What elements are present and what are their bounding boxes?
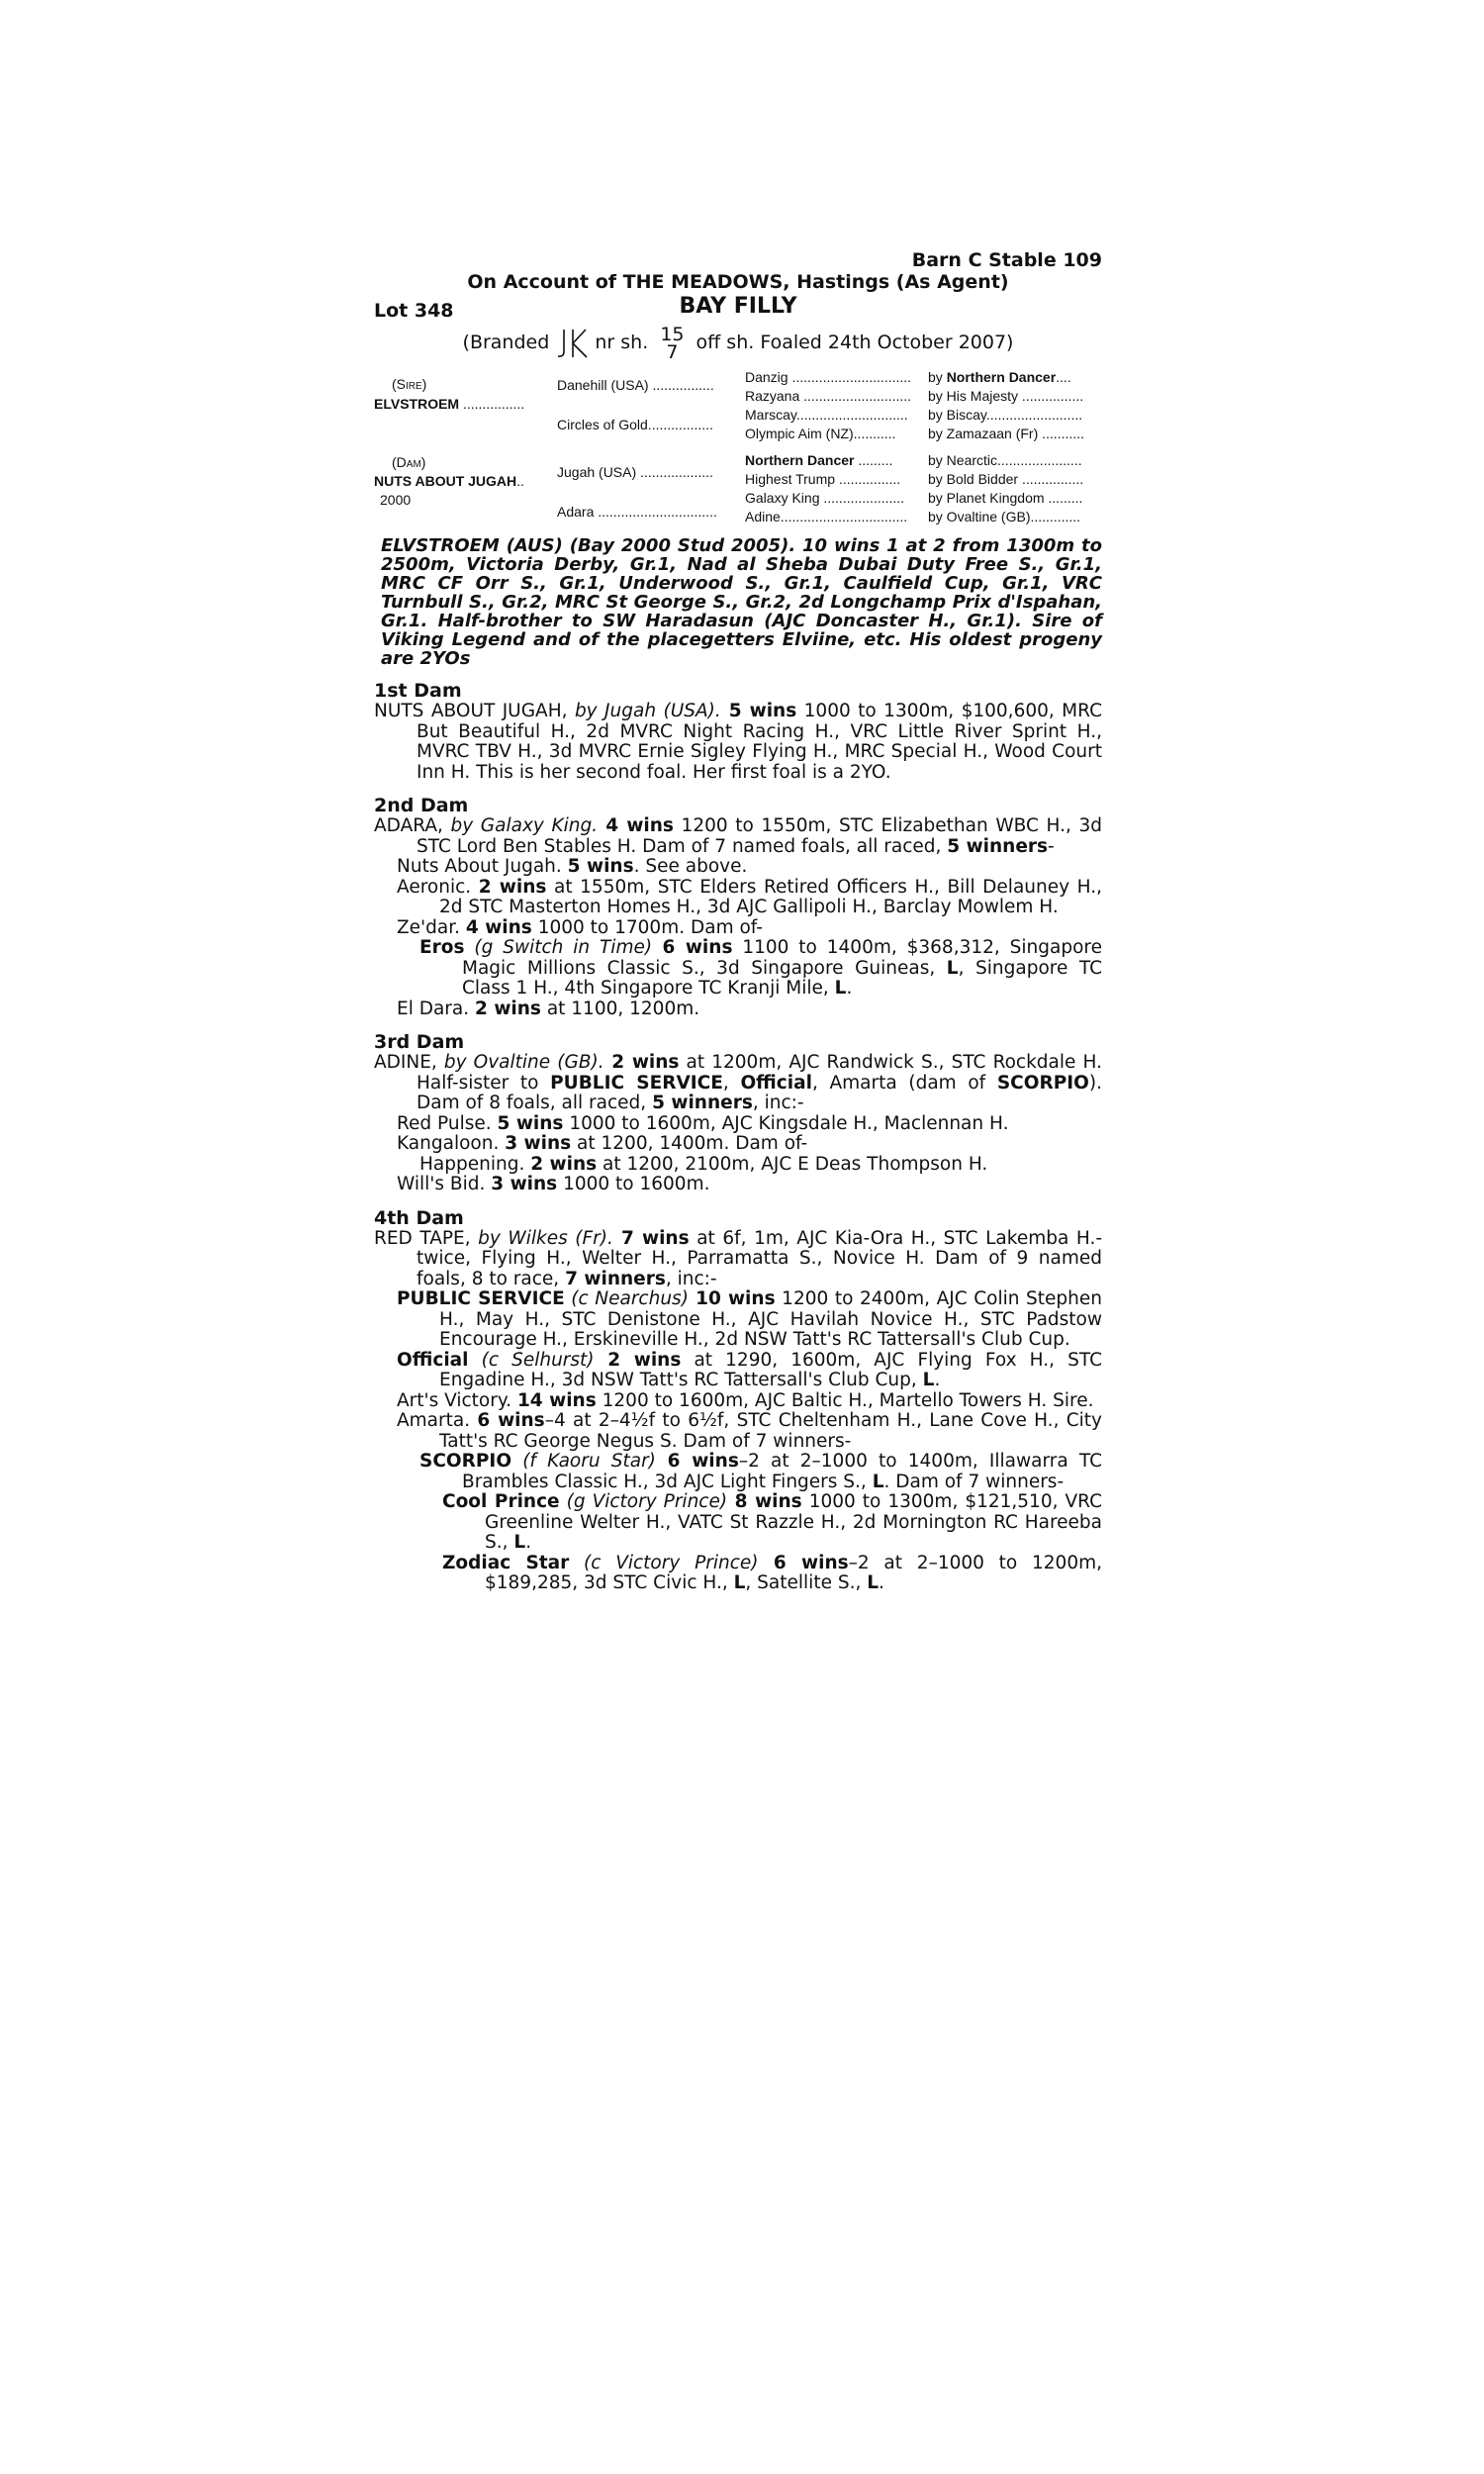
wins: 6 wins [655,1451,739,1472]
dam-dots: .. [516,473,524,489]
sire-label: (Sire) [392,376,427,392]
gen4-7: by Planet Kingdom ......... [928,490,1083,506]
third-dam-entry [374,1053,1102,1114]
progeny-name: Zodiac Star [442,1552,570,1573]
wins: 3 wins [505,1133,572,1154]
gen3-5-dots: ......... [858,452,893,468]
progeny-sire: (g Victory Prince) [559,1491,728,1512]
brand-number [660,323,685,363]
race-record: –4 at 2–4½f to 6½f, STC Cheltenham H., Lane Cove H., City Tatt's RC George Negus S. Dam of 7 winners- [439,1410,1102,1452]
gen4-2: by His Majesty ................ [928,388,1084,404]
sire-notes: ELVSTROEM (AUS) (Bay 2000 Stud 2005). 10 wins 1 at 2 from 1300m to 2500m, Victoria Derby, Gr.1, Nad al Sheba Dubai Duty Free S., Gr.1, MRC CF Orr S., Gr.1, Underwood S., Gr.1, Caulfield Cup, Gr.1, VRC Turnbull S., Gr.2, MRC St George S., Gr.2, 2d Longchamp Prix d'Ispahan, Gr.1. Half-brother to SW Haradasun (AJC Doncaster H., Gr.1). Sire of Viking Legend and of the placegetters Elviine, etc. His oldest progeny are 2YOs [381,535,1102,669]
wins: 5 wins [567,856,634,877]
dam-sire: by Ovaltine (GB). [443,1052,604,1073]
dam-sire: by Wilkes (Fr). [478,1227,613,1249]
race-record: –2 at 2–1000 to 1400m, Illawarra TC Brambles Classic H., 3d AJC Light Fingers S., [462,1451,1102,1492]
dam-name: NUTS ABOUT JUGAH [374,473,517,489]
wins: 5 wins [497,1112,564,1134]
gen3-7: Galaxy King ..................... [745,490,905,506]
race-record: 1200 to 1550m, STC Elizabethan WBC H., 3d STC Lord Ben Stables H. Dam of 7 named foals, all raced, [417,815,1102,857]
race-record: at 6f, 1m, AJC Kia-Ora H., STC Lakemba H.-twice, Flying H., Welter H., Parramatta S., Novice H. Dam of 9 named foals, 8 to race, [417,1227,1103,1289]
record-end: . Dam of 7 winners- [883,1471,1065,1492]
progeny-name: SCORPIO [419,1451,512,1472]
dam-sire: by Jugah (USA). [574,701,721,721]
progeny-name: Ze'dar. [397,916,466,938]
gen3-8: Adine................................. [745,509,908,524]
progeny-entry [374,1175,1102,1195]
progeny-name: Happening. [419,1153,531,1175]
sire-dots: ................ [462,396,525,412]
gen3-5 [745,450,892,471]
progeny-name: Red Pulse. [397,1112,498,1134]
progeny-entry [374,1351,1102,1391]
race-record: 1200 to 2400m, AJC Colin Stephen H., May H., STC Denistone H., AJC Havilah Novice H., STC Padstow Encourage H., Erskineville H., 2d NSW Tatt's RC Tattersall's Club Cup. [439,1288,1102,1350]
relative-name: SCORPIO [996,1072,1089,1094]
record-end: , inc:- [665,1268,717,1289]
brand-number-top: 15 [660,323,685,345]
record-end: . [879,1572,884,1593]
wins: 2 wins [478,876,547,898]
race-record: ). Dam of 8 foals, all raced, [417,1072,1102,1113]
race-record: , Amarta (dam of [811,1072,997,1094]
wins: 2 wins [530,1153,598,1175]
wins: 3 wins [491,1174,558,1194]
wins: 14 wins [516,1389,597,1411]
dam-sire: by Galaxy King. [450,815,599,836]
progeny-sire: (c Selhurst) [468,1349,595,1371]
progeny-entry [374,1155,1102,1176]
race-record: , Singapore TC Class 1 H., 4th Singapore TC Kranji Mile, [462,957,1103,999]
granddam-paternal: Circles of Gold................. [557,417,713,432]
dam-name: ADARA, [374,815,451,836]
race-record: 1000 to 1300m, $100,600, MRC But Beautiful H., 2d MVRC Night Racing H., VRC Little River Sprint H., MVRC TBV H., 3d MVRC Ernie Sigley Flying H., MRC Special H., Wood Court Inn H. This is her second foal. Her first foal is a 2YO. [417,701,1102,783]
race-record: at 1200m, AJC Randwick S., STC Rockdale H. Half-sister to [417,1052,1102,1094]
gen4-5: by Nearctic...................... [928,452,1082,468]
race-record: 1000 to 1300m, $121,510, VRC Greenline Welter H., VATC St Razzle H., 2d Mornington RC Hareeba S., [485,1491,1102,1553]
dam-label: (Dam) [392,454,426,470]
branded-label: (Branded [462,332,550,353]
progeny-name: Eros [419,937,465,958]
race-record: 1100 to 1400m, $368,312, Singapore Magic Millions Classic S., 3d Singapore Guineas, [462,937,1102,979]
race-record: at 1200, 2100m, AJC E Deas Thompson H. [597,1153,988,1175]
progeny-name: PUBLIC SERVICE [397,1288,565,1309]
winners-count: 5 winners [947,835,1049,857]
near-side-label: nr sh. [595,332,649,353]
wins: 8 wins [727,1491,802,1512]
brand-mark-icon [555,328,589,359]
listed-marker: L [834,978,847,999]
wins: 2 wins [475,998,541,1019]
separator: , [722,1072,741,1094]
gen4-1 [928,367,1071,388]
horse-description: BAY FILLY [679,294,797,319]
race-record: at 1200, 1400m. Dam of- [571,1133,808,1154]
wins: 10 wins [688,1288,776,1309]
wins: 4 wins [598,815,674,836]
listed-marker: L [922,1370,935,1390]
progeny-entry [374,1492,1102,1554]
listed-marker: L [867,1572,880,1593]
progeny-name: Kangaloon. [397,1133,506,1154]
listed-marker: L [733,1572,746,1593]
race-record: 1000 to 1600m. [557,1174,710,1194]
race-record: at 1550m, STC Elders Retired Officers H., Bill Delauney H., 2d STC Masterton Homes H., 3d AJC Gallipoli H., Barclay Mowlem H. [439,876,1102,917]
race-record: at 1100, 1200m. [540,998,700,1019]
progeny-sire: (f Kaoru Star) [511,1451,656,1472]
race-record: 1000 to 1600m, AJC Kingsdale H., Maclennan H. [563,1112,1009,1134]
record-end: - [1048,835,1055,857]
progeny-name: Official [397,1349,469,1371]
gen3-6: Highest Trump ................ [745,471,901,487]
catalogue-page [374,249,1102,1594]
progeny-sire: (g Switch in Time) [464,937,653,958]
race-record: 1200 to 1600m, AJC Baltic H., Martello Towers H. Sire. [596,1389,1094,1411]
listed-marker: L [872,1471,884,1492]
wins: 6 wins [477,1410,545,1431]
progeny-entry [374,1554,1102,1594]
gen4-4: by Zamazaan (Fr) ........... [928,426,1084,441]
progeny-name: Cool Prince [442,1491,560,1512]
wins: 6 wins [758,1552,849,1573]
listed-marker: L [513,1532,526,1553]
gen3-4: Olympic Aim (NZ)........... [745,426,896,441]
barn-stable: Barn C Stable 109 [911,249,1102,271]
gen4-3: by Biscay......................... [928,407,1083,423]
race-record: –2 at 2–1000 to 1200m, $189,285, 3d STC Civic H., [485,1552,1102,1593]
gen4-1-text: by Northern Dancer.... [928,369,1071,385]
progeny-entry [374,1114,1102,1135]
relative-name: PUBLIC SERVICE [550,1072,723,1094]
record-end: . [525,1532,532,1553]
gen4-6: by Bold Bidder ................ [928,471,1084,487]
progeny-entry [374,938,1102,999]
sire-name: ELVSTROEM [374,396,460,412]
progeny-name: Will's Bid. [397,1174,492,1194]
fourth-dam-entry [374,1229,1102,1290]
progeny-name: Amarta. [397,1410,478,1431]
dam-line [374,471,524,492]
sire-line [374,394,524,415]
progeny-name: Art's Victory. [397,1389,517,1411]
progeny-entry [374,918,1102,939]
first-dam-entry [374,702,1102,783]
dam-year: 2000 [380,492,412,508]
progeny-entry [374,999,1102,1020]
progeny-entry [374,1452,1102,1492]
fourth-dam-heading: 4th Dam [374,1206,464,1229]
wins: 2 wins [594,1349,682,1371]
grandsire-paternal: Danehill (USA) ................ [557,377,714,393]
progeny-entry [374,1411,1102,1452]
progeny-sire: (c Nearchus) [564,1288,689,1309]
listed-marker: L [946,957,959,979]
lot-row [374,294,1102,323]
wins: 6 wins [652,937,733,958]
brand-number-bottom: 7 [666,340,679,363]
pedigree-table [374,364,1102,526]
second-dam-heading: 2nd Dam [374,795,469,816]
race-record: . See above. [633,856,748,877]
gen3-1: Danzig ............................... [745,369,912,385]
record-end: , inc:- [752,1093,804,1113]
gen4-8: by Ovaltine (GB)............. [928,509,1081,524]
wins: 4 wins [465,916,532,938]
progeny-entry [374,857,1102,878]
dam-name: RED TAPE, [374,1227,479,1249]
progeny-sire: (c Victory Prince) [569,1552,759,1573]
gen3-5-name: Northern Dancer [745,452,855,468]
first-dam-heading: 1st Dam [374,680,462,702]
progeny-name: Aeronic. [397,876,479,898]
progeny-entry [374,878,1102,918]
gen3-3: Marscay............................. [745,407,908,423]
race-record: at 1290, 1600m, AJC Flying Fox H., STC Engadine H., 3d NSW Tatt's RC Tattersall's Club Cup, [439,1349,1102,1390]
winners-count: 5 winners [652,1093,753,1113]
wins: 2 wins [603,1052,680,1073]
record-end: . [846,978,853,999]
winners-count: 7 winners [565,1268,666,1289]
race-record: 1000 to 1700m. Dam of- [531,916,763,938]
progeny-entry [374,1289,1102,1351]
progeny-entry [374,1391,1102,1412]
progeny-name: Nuts About Jugah. [397,856,568,877]
second-dam-entry [374,816,1102,857]
third-dam-heading: 3rd Dam [374,1031,465,1053]
lot-number: Lot 348 [374,300,454,322]
brand-line [374,325,1102,364]
progeny-name: El Dara. [397,998,475,1019]
relative-name: Official [740,1072,812,1094]
dam-name: ADINE, [374,1052,444,1073]
granddam-maternal: Adara ............................... [557,504,717,520]
wins: 7 wins [612,1227,690,1249]
vendor-account: On Account of THE MEADOWS, Hastings (As Agent) [467,271,1009,293]
record-end: . [934,1370,941,1390]
race-record: , Satellite S., [745,1572,868,1593]
dam-name: NUTS ABOUT JUGAH, [374,701,575,721]
wins: 5 wins [720,701,797,721]
grandsire-maternal: Jugah (USA) ................... [557,464,713,480]
progeny-entry [374,1134,1102,1155]
gen3-2: Razyana ............................ [745,388,912,404]
foaling-details: off sh. Foaled 24th October 2007) [696,332,1014,353]
